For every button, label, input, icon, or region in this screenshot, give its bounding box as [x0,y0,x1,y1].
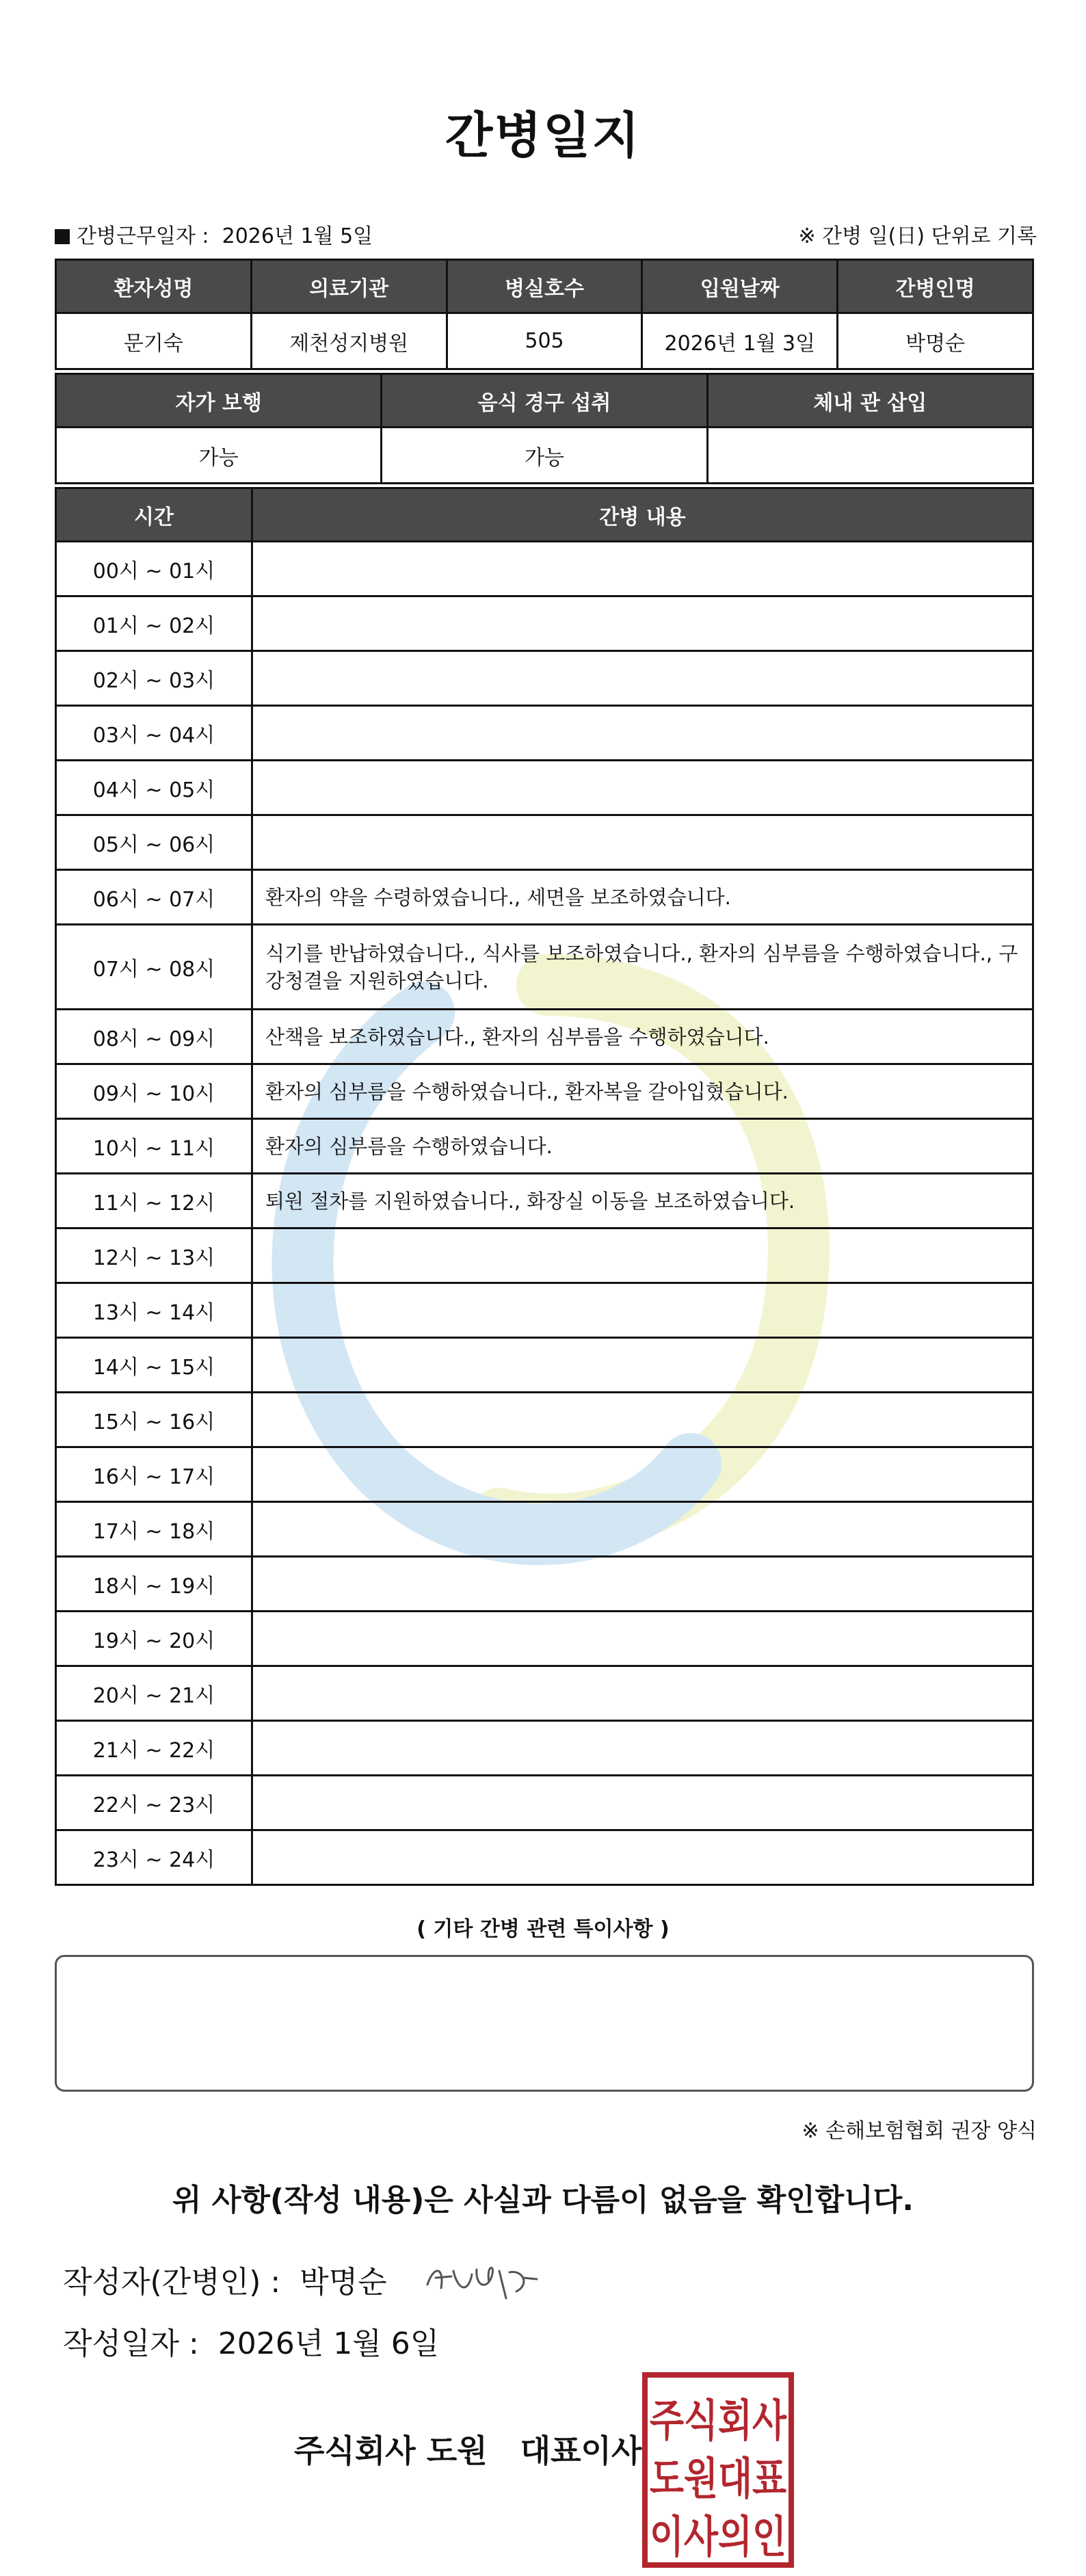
log-time: 00시 ~ 01시 [56,542,252,596]
tube-insertion-value [707,428,1033,484]
log-content [252,542,1033,596]
work-date-label: 간병근무일자 : [77,224,209,248]
written-date-label: 작성일자 : [63,2326,199,2361]
patient-header-row [56,260,1033,313]
writer-label: 작성자(간병인) : [63,2265,281,2300]
log-content [252,1612,1033,1666]
log-time: 01시 ~ 02시 [56,596,252,651]
log-row [56,706,1033,761]
room-number: 505 [447,313,642,369]
log-content: 퇴원 절차를 지원하였습니다., 화장실 이동을 보조하였습니다. [252,1174,1033,1228]
log-content: 환자의 약을 수령하였습니다., 세면을 보조하였습니다. [252,870,1033,925]
work-date [55,219,373,249]
header-oral-intake: 음식 경구 섭취 [382,374,707,428]
header-patient-name: 환자성명 [56,260,252,313]
confirmation-statement: 위 사항(작성 내용)은 사실과 다름이 없음을 확인합니다. [172,2183,914,2218]
log-row [56,925,1033,1010]
log-time: 15시 ~ 16시 [56,1393,252,1447]
log-time: 07시 ~ 08시 [56,925,252,1010]
header-self-walking: 자가 보행 [56,374,382,428]
written-date-value: 2026년 1월 6일 [217,2326,440,2361]
company-name: 주식회사 도원 대표이사 [294,2432,642,2469]
log-content: 환자의 심부름을 수행하였습니다., 환자복을 갈아입혔습니다. [252,1064,1033,1119]
log-row [56,1502,1033,1557]
status-header-row [56,374,1033,428]
unit-note: ※ 간병 일(日) 단위로 기록 [798,224,1037,248]
written-date-line [63,2319,439,2363]
log-time: 21시 ~ 22시 [56,1721,252,1776]
log-row [56,1721,1033,1776]
log-content [252,1283,1033,1338]
header-time: 시간 [56,488,252,542]
log-content [252,706,1033,761]
log-time: 05시 ~ 06시 [56,815,252,870]
log-row [56,1010,1033,1064]
log-time: 03시 ~ 04시 [56,706,252,761]
log-row [56,1338,1033,1393]
square-bullet-icon [55,229,70,244]
log-time: 10시 ~ 11시 [56,1119,252,1174]
recommendation-note: ※ 손해보험협회 권장 양식 [802,2119,1037,2143]
log-time: 02시 ~ 03시 [56,651,252,706]
log-time: 12시 ~ 13시 [56,1228,252,1283]
log-row [56,1776,1033,1830]
page-title: 간병일지 [445,107,641,164]
log-content [252,761,1033,815]
log-content [252,1666,1033,1721]
log-row [56,651,1033,706]
log-row [56,1830,1033,1885]
log-row [56,1119,1033,1174]
log-time: 18시 ~ 19시 [56,1557,252,1612]
admit-date: 2026년 1월 3일 [642,313,838,369]
log-time: 06시 ~ 07시 [56,870,252,925]
header-tube-insertion: 체내 관 삽입 [707,374,1033,428]
log-row [56,596,1033,651]
header-caregiver: 간병인명 [838,260,1033,313]
patient-name: 문기숙 [56,313,252,369]
log-content: 식기를 반납하였습니다., 식사를 보조하였습니다., 환자의 심부름을 수행하였습니다., 구강청결을 지원하였습니다. [252,925,1033,1010]
patient-info-table [55,259,1034,370]
log-time: 09시 ~ 10시 [56,1064,252,1119]
notes-box [55,1955,1034,2092]
log-row [56,1393,1033,1447]
header-room: 병실호수 [447,260,642,313]
caregiver-name: 박명순 [838,313,1033,369]
writer-name: 박명순 [300,2265,387,2300]
log-content [252,1557,1033,1612]
log-row [56,761,1033,815]
work-date-value: 2026년 1월 5일 [222,224,373,248]
log-content [252,1393,1033,1447]
header-care-content: 간병 내용 [252,488,1033,542]
log-content [252,1338,1033,1393]
log-content [252,1721,1033,1776]
log-content: 산책을 보조하였습니다., 환자의 심부름을 수행하였습니다. [252,1010,1033,1064]
log-row [56,1228,1033,1283]
log-row [56,1447,1033,1502]
log-row [56,815,1033,870]
header-hospital: 의료기관 [251,260,447,313]
oral-intake-value: 가능 [382,428,707,484]
log-time: 23시 ~ 24시 [56,1830,252,1885]
log-time: 08시 ~ 09시 [56,1010,252,1064]
seal-line-3: 이사의인 [650,2512,786,2563]
log-time: 22시 ~ 23시 [56,1776,252,1830]
log-content [252,1502,1033,1557]
care-log-table [55,487,1034,1886]
status-table [55,373,1034,484]
writer-line [63,2257,387,2301]
log-time: 14시 ~ 15시 [56,1338,252,1393]
log-content [252,1228,1033,1283]
notes-title: ( 기타 간병 관련 특이사항 ) [416,1917,670,1941]
log-time: 11시 ~ 12시 [56,1174,252,1228]
log-header-row [56,488,1033,542]
seal-line-2: 도원대표 [650,2454,787,2505]
log-time: 19시 ~ 20시 [56,1612,252,1666]
log-content [252,596,1033,651]
log-row [56,1557,1033,1612]
log-time: 17시 ~ 18시 [56,1502,252,1557]
log-row [56,1283,1033,1338]
log-body [56,542,1033,1885]
log-time: 16시 ~ 17시 [56,1447,252,1502]
log-time: 13시 ~ 14시 [56,1283,252,1338]
log-time: 20시 ~ 21시 [56,1666,252,1721]
log-row [56,870,1033,925]
log-content: 환자의 심부름을 수행하였습니다. [252,1119,1033,1174]
log-row [56,1064,1033,1119]
log-row [56,1174,1033,1228]
log-row [56,1612,1033,1666]
hospital-name: 제천성지병원 [251,313,447,369]
log-time: 04시 ~ 05시 [56,761,252,815]
log-row [56,1666,1033,1721]
log-content [252,1447,1033,1502]
status-value-row [56,428,1033,484]
self-walking-value: 가능 [56,428,382,484]
header-admit-date: 입원날짜 [642,260,838,313]
seal-line-1: 주식회사 [650,2396,787,2447]
company-seal-stamp [641,2371,795,2569]
log-row [56,542,1033,596]
log-content [252,815,1033,870]
handwritten-signature [421,2250,544,2312]
log-content [252,1776,1033,1830]
log-content [252,1830,1033,1885]
log-content [252,651,1033,706]
patient-value-row [56,313,1033,369]
